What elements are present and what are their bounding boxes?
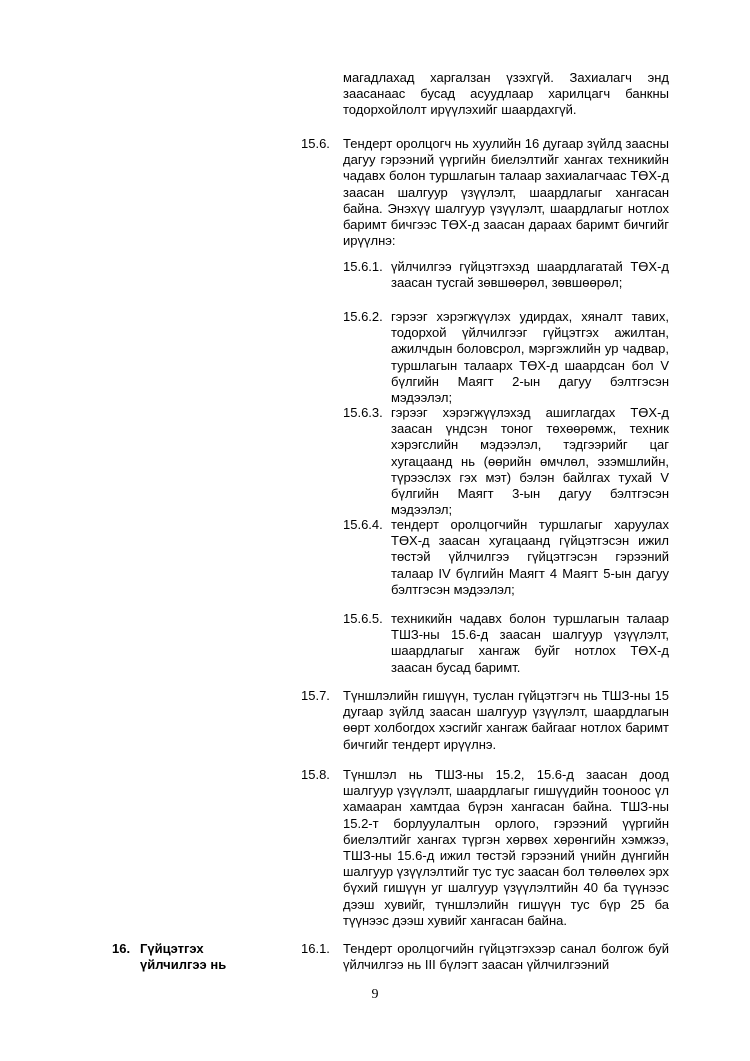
subclause-number: 15.6.4. bbox=[343, 517, 383, 532]
clause-number: 15.8. bbox=[301, 767, 330, 782]
subclause-text: техникийн чадавх болон туршлагын талаар ТШЗ-ны 15.6-д заасан шалгуур үзүүлэлт, шаардлагыг хангаж буйг нотлох ТӨХ-д заасан бусад баримт. bbox=[391, 611, 669, 675]
subclause-text: гэрээг хэрэгжүүлэхэд ашиглагдах ТӨХ-д заасан үндсэн тоног төхөөрөмж, техник хэрэгслийн мэдээлэл, тэдгээрийг цаг хугацаанд нь (өөрийн өмчлөл, эзэмшлийн, түрээслэх гэх мэт) бэлэн байлгах тухай V бүлгийн Маягт 3-ын дагуу бэлтгэсэн мэдээлэл; bbox=[391, 405, 669, 518]
subclause-number: 15.6.3. bbox=[343, 405, 383, 420]
subclause-number: 15.6.1. bbox=[343, 259, 383, 274]
continuation-paragraph: магадлахад харгалзан үзэхгүй. Захиалагч энд заасанаас бусад асуудлаар харилцагч банкны тодорхойлолт ирүүлэхийг шаардахгүй. bbox=[343, 70, 669, 118]
clause-text: Тендерт оролцогчийн гүйцэтгэхээр санал болгож буй үйлчилгээ нь III бүлэгт заасан үйлчилгээний bbox=[343, 941, 669, 973]
section-title-line1: Гүйцэтгэх bbox=[140, 941, 204, 956]
subclause-number: 15.6.5. bbox=[343, 611, 383, 626]
clause-number: 15.6. bbox=[301, 136, 330, 151]
clause-number: 16.1. bbox=[301, 941, 330, 956]
clause-text: Тендерт оролцогч нь хуулийн 16 дугаар зүйлд заасны дагуу гэрээний үүргийн биелэлтийг хангах техникийн чадавх болон туршлагын талаар захиалагчаас ТӨХ-д заасан шалгуур үзүүлэлт, шаардлагыг хангасан байна. Энэхүү шалгуур үзүүлэлт, шаардлагыг нотлох баримт бичгээс ТӨХ-д заасан дараах баримт бичгийг ирүүлнэ: bbox=[343, 136, 669, 249]
section-title-line2: үйлчилгээ нь bbox=[140, 957, 227, 972]
clause-text: Түншлэлийн гишүүн, туслан гүйцэтгэгч нь ТШЗ-ны 15 дугаар зүйлд заасан шалгуур үзүүлэлт, шаардлагын өөрт холбогдох хэсгийг хангаж байгааг нотлох баримт бичгийг тендерт ирүүлнэ. bbox=[343, 688, 669, 752]
clause-text: Түншлэл нь ТШЗ-ны 15.2, 15.6-д заасан доод шалгуур үзүүлэлт, шаардлагыг гишүүдийн тооноос үл хамааран хамтдаа бүрэн хангасан байна. ТШЗ-ны 15.2-т борлуулалтын орлого, гэрээний үүргийн биелэлтийг хангах түргэн хөрвөх хөрөнгийн хэмжээ, ТШЗ-ны 15.6-д ижил төстэй гэрээний үнийн дүнгийн шалгуур үзүүлэлтийг тус тус заасан бол төлөөлөх эрх бүхий гишүүн уг шалгуур үзүүлэлтийн 40 ба түүнээс дээш хувийг, түншлэлийн гишүүн тус бүр 25 ба түүнээс дээш хувийг хангасан байна. bbox=[343, 767, 669, 928]
page-number: 9 bbox=[371, 987, 379, 1002]
clause-number: 15.7. bbox=[301, 688, 330, 703]
section-number: 16. bbox=[112, 941, 131, 956]
subclause-text: тендерт оролцогчийн туршлагыг харуулах ТӨХ-д заасан хугацаанд гүйцэтгэсэн ижил төстэй үйлчилгээ гүйцэтгэсэн гэрээний талаар IV бүлгийн Маягт 4 Маягт 5-ын дагуу бэлтгэсэн мэдээлэл; bbox=[391, 517, 669, 597]
subclause-text: үйлчилгээ гүйцэтгэхэд шаардлагатай ТӨХ-д заасан тусгай зөвшөөрөл, зөвшөөрөл; bbox=[391, 259, 669, 291]
subclause-number: 15.6.2. bbox=[343, 309, 383, 324]
subclause-text: гэрээг хэрэгжүүлэх удирдах, хяналт тавих, тодорхой үйлчилгээг гүйцэтгэх ажилтан, ажилчдын боловсрол, мэргэжлийн ур чадвар, туршлагын талаарх ТӨХ-д шаардсан бол V бүлгийн Маягт 2-ын дагуу бэлтгэсэн мэдээлэл; bbox=[391, 309, 669, 406]
